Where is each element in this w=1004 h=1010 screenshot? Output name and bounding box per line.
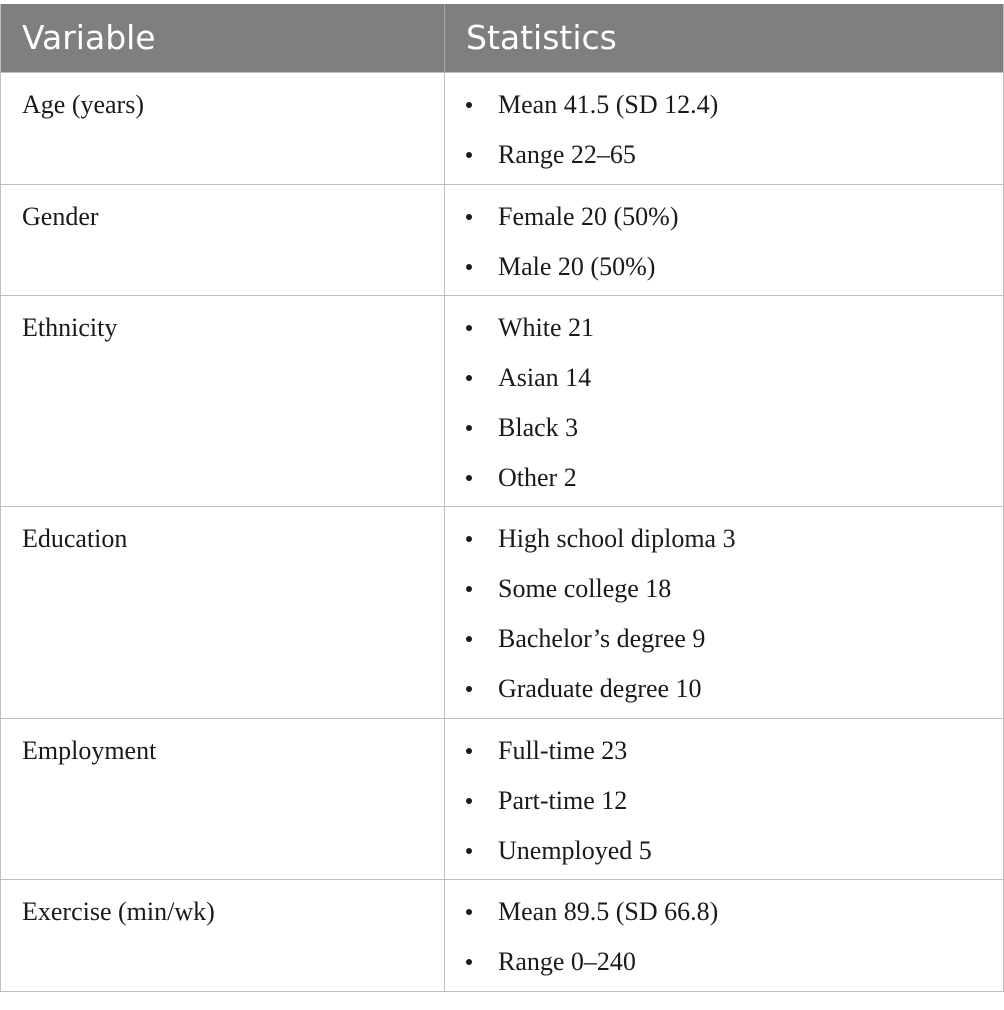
stat-text: Male 20 (50%): [498, 252, 656, 281]
variable-cell: Employment: [22, 736, 157, 765]
stat-text: High school diploma 3: [498, 524, 736, 553]
table-row: [1, 718, 1003, 879]
list-item: [445, 130, 1003, 180]
bullet-icon: [466, 102, 472, 108]
statistics-cell: [444, 880, 1003, 991]
bullet-icon: [466, 475, 472, 481]
table-row: [1, 184, 1003, 295]
bullet-icon: [466, 375, 472, 381]
stat-text: Other 2: [498, 463, 577, 492]
bullet-icon: [466, 909, 472, 915]
stat-text: Bachelor’s degree 9: [498, 624, 706, 653]
stat-text: Range 0–240: [498, 947, 636, 976]
bullet-icon: [466, 798, 472, 804]
variable-cell: Age (years): [22, 90, 144, 119]
statistics-cell: [444, 73, 1003, 184]
list-item: [445, 242, 1003, 292]
variable-cell: Ethnicity: [22, 313, 118, 342]
list-item: [445, 664, 1003, 714]
bullet-icon: [466, 848, 472, 854]
list-item: [445, 887, 1003, 937]
list-item: [445, 303, 1003, 353]
list-item: [445, 353, 1003, 403]
bullet-icon: [466, 425, 472, 431]
stat-text: Full-time 23: [498, 736, 628, 765]
list-item: [445, 403, 1003, 453]
stat-text: Range 22–65: [498, 140, 636, 169]
variable-cell: Gender: [22, 202, 99, 231]
stat-text: Unemployed 5: [498, 836, 652, 865]
bullet-icon: [466, 152, 472, 158]
stat-text: Graduate degree 10: [498, 674, 702, 703]
table-row: [1, 506, 1003, 718]
bullet-icon: [466, 748, 472, 754]
bullet-icon: [466, 325, 472, 331]
list-item: [445, 614, 1003, 664]
statistics-cell: [444, 296, 1003, 506]
table-row: [1, 879, 1003, 991]
statistics-cell: [444, 719, 1003, 879]
variable-cell: Education: [22, 524, 128, 553]
bullet-icon: [466, 536, 472, 542]
list-item: [445, 937, 1003, 987]
bullet-icon: [466, 264, 472, 270]
list-item: [445, 826, 1003, 876]
list-item: [445, 192, 1003, 242]
list-item: [445, 453, 1003, 503]
stat-text: Female 20 (50%): [498, 202, 679, 231]
statistics-cell: [444, 185, 1003, 295]
bullet-icon: [466, 686, 472, 692]
stat-text: Asian 14: [498, 363, 592, 392]
bullet-icon: [466, 636, 472, 642]
stat-text: White 21: [498, 313, 595, 342]
table-row: [1, 72, 1003, 184]
variable-cell: Exercise (min/wk): [22, 897, 215, 926]
demographics-table: [0, 4, 1004, 992]
table-header-row: [1, 4, 1003, 72]
statistics-cell: [444, 507, 1003, 718]
stat-text: Some college 18: [498, 574, 672, 603]
header-variable: Variable: [22, 18, 156, 57]
header-statistics: Statistics: [444, 4, 1003, 72]
bullet-icon: [466, 586, 472, 592]
bullet-icon: [466, 959, 472, 965]
stat-text: Mean 41.5 (SD 12.4): [498, 90, 719, 119]
table-row: [1, 295, 1003, 506]
list-item: [445, 776, 1003, 826]
list-item: [445, 514, 1003, 564]
list-item: [445, 564, 1003, 614]
list-item: [445, 80, 1003, 130]
stat-text: Mean 89.5 (SD 66.8): [498, 897, 719, 926]
stat-text: Part-time 12: [498, 786, 628, 815]
stat-text: Black 3: [498, 413, 579, 442]
bullet-icon: [466, 214, 472, 220]
list-item: [445, 726, 1003, 776]
